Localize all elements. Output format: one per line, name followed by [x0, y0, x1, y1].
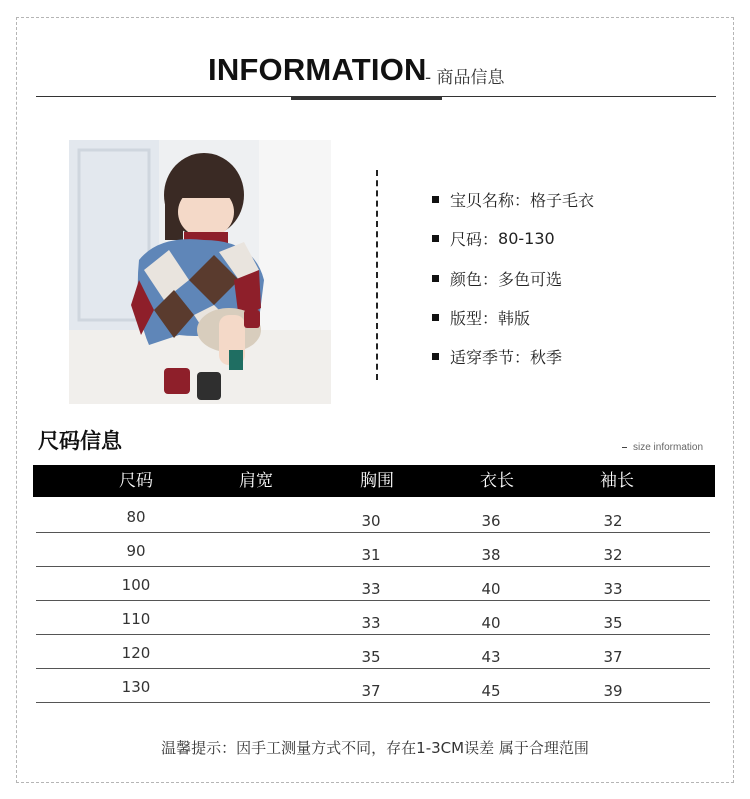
column-header: 衣长	[480, 471, 514, 491]
info-label: 适穿季节：	[450, 348, 531, 368]
table-cell: 35	[361, 648, 381, 666]
table-cell: 40	[481, 614, 501, 632]
info-value: 格子毛衣	[530, 191, 595, 211]
info-item-color	[432, 259, 594, 298]
table-cell: 90	[126, 542, 146, 560]
table-cell: 37	[361, 682, 381, 700]
table-cell: 32	[603, 512, 623, 530]
vertical-dashed-divider	[376, 170, 378, 380]
table-cell: 80	[126, 508, 146, 526]
size-subtitle-text: size information	[633, 442, 704, 453]
bullet-square-icon	[432, 275, 439, 282]
table-cell: 36	[481, 512, 501, 530]
table-cell: 40	[481, 580, 501, 598]
info-value: 秋季	[530, 348, 563, 368]
size-section-title: 尺码信息	[38, 429, 122, 453]
table-row	[33, 567, 715, 601]
table-cell: 30	[361, 512, 381, 530]
info-label: 宝贝名称：	[450, 191, 531, 211]
size-table-header	[33, 465, 715, 497]
table-cell: 39	[603, 682, 623, 700]
column-header: 胸围	[360, 471, 394, 491]
dash-icon	[622, 447, 627, 448]
table-row	[33, 669, 715, 703]
page-subtitle: - 商品信息	[425, 68, 505, 88]
measurement-note: 温馨提示：因手工测量方式不同，存在1-3CM误差 属于合理范围	[161, 739, 589, 757]
header-accent-bar	[291, 96, 442, 100]
table-row	[33, 533, 715, 567]
bullet-square-icon	[432, 235, 439, 242]
info-value: 韩版	[498, 309, 531, 329]
table-cell: 33	[361, 580, 381, 598]
table-cell: 110	[121, 610, 151, 628]
info-value: 80-130	[498, 229, 555, 249]
table-cell: 43	[481, 648, 501, 666]
info-label: 尺码：	[450, 230, 499, 250]
info-item-name	[432, 180, 594, 219]
size-section-subtitle	[622, 442, 703, 453]
bullet-square-icon	[432, 314, 439, 321]
info-item-season	[432, 337, 594, 376]
info-item-fit	[432, 298, 594, 337]
table-cell: 33	[361, 614, 381, 632]
product-photo	[69, 140, 331, 404]
table-cell: 33	[603, 580, 623, 598]
table-cell: 31	[361, 546, 381, 564]
page-title: INFORMATION	[208, 52, 427, 87]
table-row	[33, 601, 715, 635]
info-label: 版型：	[450, 309, 499, 329]
bullet-square-icon	[432, 196, 439, 203]
row-divider	[36, 702, 710, 703]
table-cell: 32	[603, 546, 623, 564]
table-cell: 130	[121, 678, 151, 696]
table-cell: 100	[121, 576, 151, 594]
table-cell: 38	[481, 546, 501, 564]
info-item-size	[432, 219, 594, 258]
bullet-square-icon	[432, 353, 439, 360]
column-header: 袖长	[600, 471, 634, 491]
column-header: 肩宽	[239, 471, 273, 491]
table-row	[33, 499, 715, 533]
product-info-list	[432, 180, 594, 376]
table-cell: 45	[481, 682, 501, 700]
table-row	[33, 635, 715, 669]
table-cell: 35	[603, 614, 623, 632]
column-header: 尺码	[119, 471, 153, 491]
table-cell: 37	[603, 648, 623, 666]
info-label: 颜色：	[450, 269, 499, 289]
info-value: 多色可选	[498, 269, 563, 289]
table-cell: 120	[121, 644, 151, 662]
